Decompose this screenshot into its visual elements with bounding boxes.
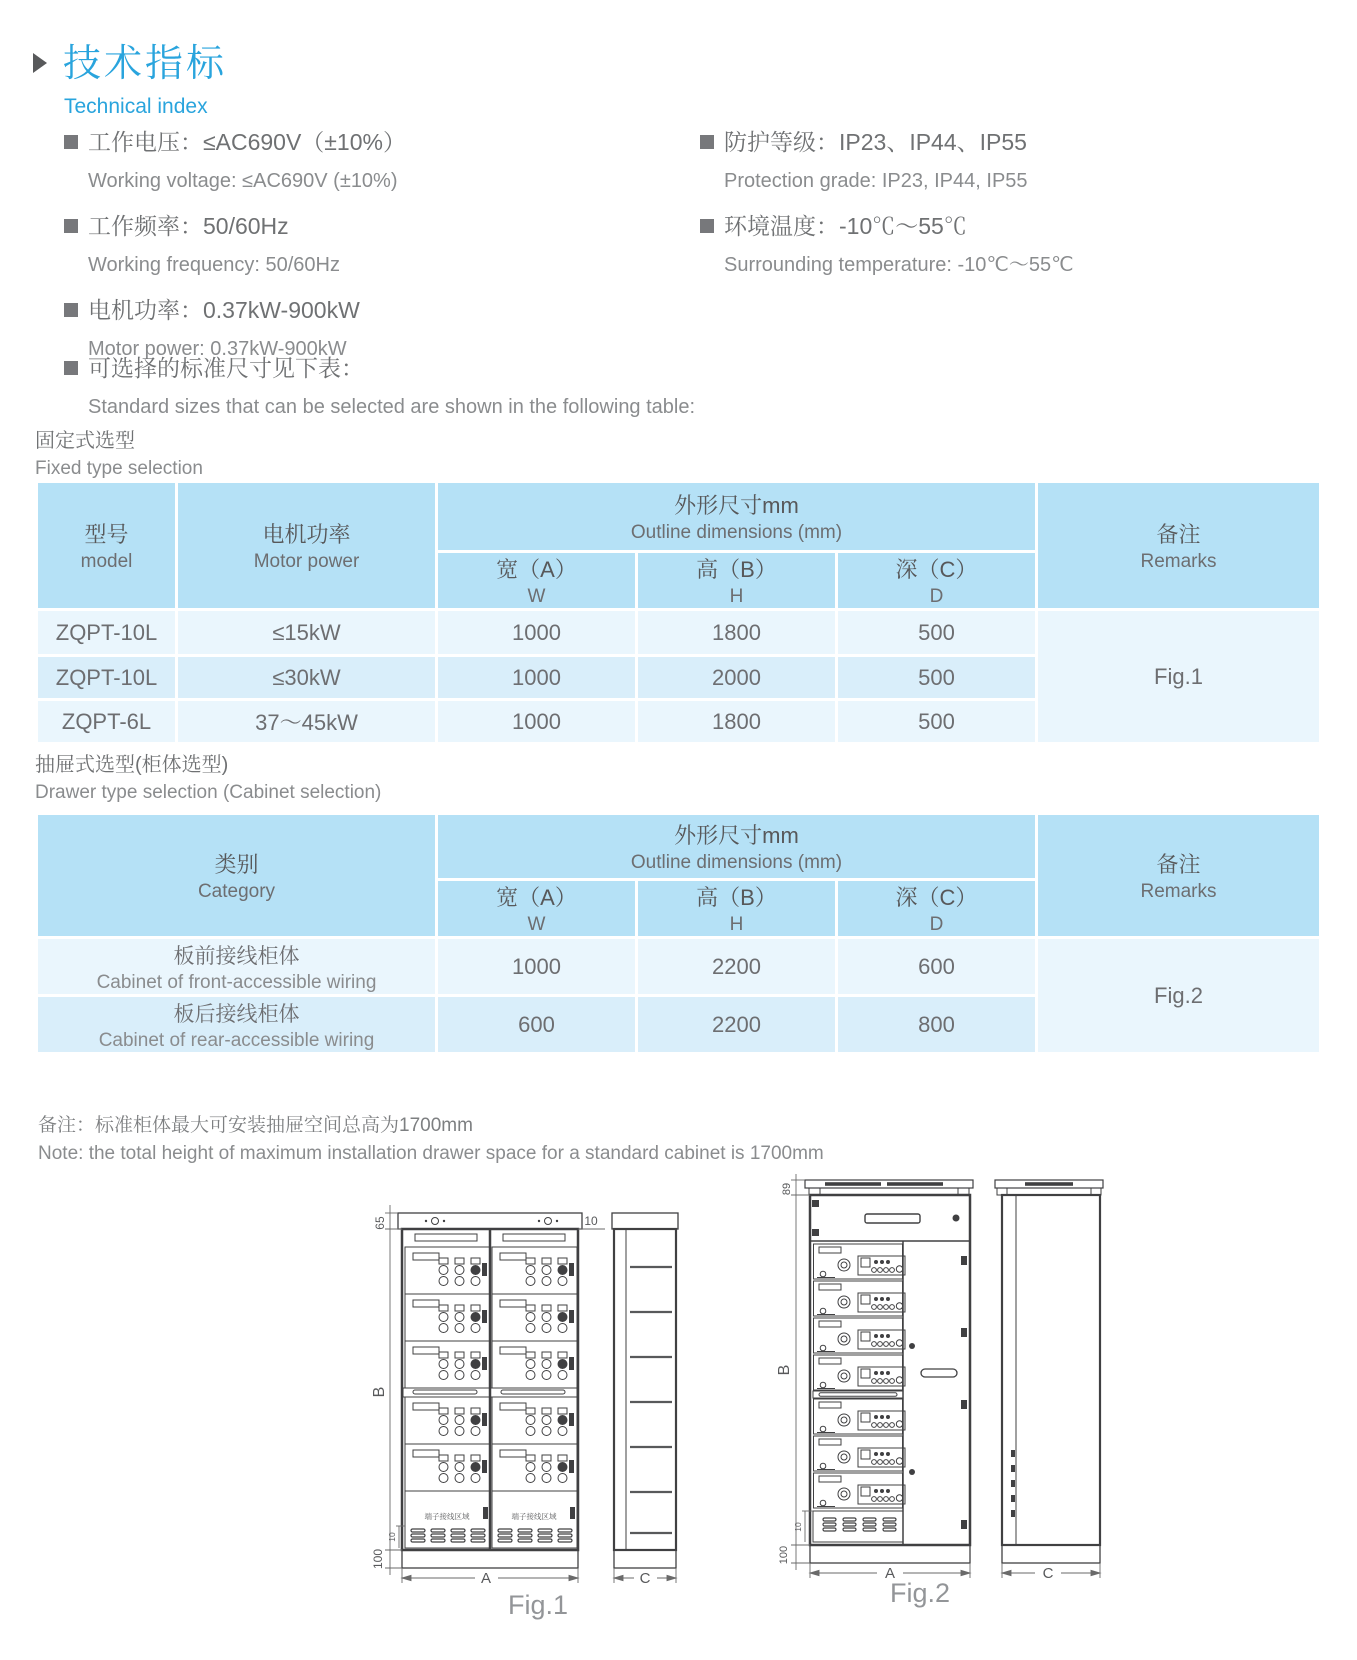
- cell-depth: 800: [837, 996, 1037, 1054]
- header-remarks: 备注 Remarks: [1037, 482, 1321, 610]
- intro-zh-text: 可选择的标准尺寸见下表：: [88, 355, 364, 381]
- cell-power: 37～45kW: [177, 700, 437, 744]
- fig1-dim-vent-height: 10: [387, 1532, 397, 1542]
- cell-model: ZQPT-10L: [37, 656, 177, 700]
- note-en: Note: the total height of maximum installation drawer space for a standard cabinet is 1700mm: [38, 1143, 824, 1164]
- cell-height: 2000: [637, 656, 837, 700]
- cell-model: ZQPT-6L: [37, 700, 177, 744]
- section-zh: 固定式选型: [35, 430, 135, 452]
- cell-depth: 500: [837, 700, 1037, 744]
- fig2-side-view: [995, 1180, 1103, 1563]
- spec-en-text: Motor power: 0.37kW-900kW: [88, 338, 347, 360]
- spec-working-voltage: [64, 126, 684, 195]
- cell-category: 板后接线柜体 Cabinet of rear-accessible wiring: [37, 996, 437, 1054]
- cell-width: 1000: [437, 610, 637, 656]
- bullet-square-icon: [64, 219, 78, 233]
- fig2-dim-depth: C: [1042, 1565, 1054, 1582]
- bullet-square-icon: [64, 135, 78, 149]
- fig1-terminal-compartment: [405, 1491, 490, 1548]
- spec-en-text: Working voltage: ≤AC690V (±10%): [88, 170, 398, 192]
- cell-depth: 600: [837, 938, 1037, 996]
- spec-en-text: Working frequency: 50/60Hz: [88, 254, 340, 276]
- header-motor-power: 电机功率 Motor power: [177, 482, 437, 610]
- table-row: [37, 610, 1321, 656]
- fig1-terminal-compartment: [492, 1491, 577, 1548]
- fig1-dim-cap-offset: 10: [584, 1214, 598, 1228]
- cell-remarks: Fig.1: [1037, 610, 1321, 744]
- fixed-type-table: [35, 480, 1322, 745]
- fig1-terminal-label: 端子接线区域: [424, 1512, 470, 1521]
- header-height: 高（B） H: [637, 880, 837, 938]
- header-category: 类别 Category: [37, 814, 437, 938]
- header-width: 宽（A） W: [437, 880, 637, 938]
- fig1-dim-width: A: [480, 1570, 492, 1585]
- specs-right-column: [700, 126, 1320, 294]
- section-en: Drawer type selection (Cabinet selection): [35, 782, 382, 803]
- header-depth: 深（C） D: [837, 552, 1037, 610]
- spec-zh-text: 环境温度：-10℃～55℃: [724, 213, 967, 239]
- spec-zh-text: 电机功率：0.37kW-900kW: [88, 297, 360, 323]
- cell-category: 板前接线柜体 Cabinet of front-accessible wiring: [37, 938, 437, 996]
- fig2-dim-width: A: [884, 1565, 896, 1582]
- intro-en-text: Standard sizes that can be selected are shown in the following table:: [88, 396, 696, 418]
- fig1-dim-base-height: 100: [371, 1548, 385, 1570]
- fig1-terminal-label: 端子接线区域: [511, 1512, 557, 1521]
- spec-protection-grade: [700, 126, 1320, 195]
- fig2-dim-base-height: 100: [778, 1545, 790, 1565]
- spec-zh-text: 工作频率：50/60Hz: [88, 213, 289, 239]
- fig2-dimensions: [791, 1174, 1100, 1578]
- fig2-caption: Fig.2: [889, 1578, 951, 1608]
- spec-working-frequency: [64, 210, 684, 279]
- drawer-type-table: [35, 812, 1322, 1055]
- cell-height: 1800: [637, 700, 837, 744]
- bullet-square-icon: [64, 303, 78, 317]
- cell-remarks: Fig.2: [1037, 938, 1321, 1054]
- cell-model: ZQPT-10L: [37, 610, 177, 656]
- note-zh: 备注：标准柜体最大可安装抽屉空间总高为1700mm: [38, 1115, 473, 1136]
- spec-en-text: Surrounding temperature: -10℃～55℃: [724, 254, 1074, 276]
- spec-en-text: Protection grade: IP23, IP44, IP55: [724, 170, 1028, 192]
- specs-left-column: [64, 126, 684, 378]
- cell-width: 1000: [437, 938, 637, 996]
- header-width: 宽（A） W: [437, 552, 637, 610]
- cell-depth: 500: [837, 656, 1037, 700]
- spec-surrounding-temperature: [700, 210, 1320, 279]
- cell-power: ≤30kW: [177, 656, 437, 700]
- fig2-dim-vent-height: 10: [793, 1522, 803, 1532]
- fig1-side-view: [612, 1213, 678, 1568]
- cell-width: 600: [437, 996, 637, 1054]
- page-title-zh: 技术指标: [63, 43, 228, 85]
- bullet-square-icon: [64, 361, 78, 375]
- header-outline-dimensions: 外形尺寸mm Outline dimensions (mm): [437, 482, 1037, 552]
- fig1-dim-height: B: [371, 1386, 388, 1398]
- cell-height: 2200: [637, 996, 837, 1054]
- fixed-type-section-label: [35, 424, 203, 480]
- drawer-type-section-label: [35, 748, 381, 804]
- header-depth: 深（C） D: [837, 880, 1037, 938]
- bullet-square-icon: [700, 219, 714, 233]
- header-remarks: 备注 Remarks: [1037, 814, 1321, 938]
- cell-power: ≤15kW: [177, 610, 437, 656]
- fig1-front-view: [398, 1213, 582, 1568]
- bullet-square-icon: [700, 135, 714, 149]
- cell-height: 1800: [637, 610, 837, 656]
- spec-zh-text: 工作电压：≤AC690V（±10%）: [88, 129, 406, 155]
- header-model: 型号 model: [37, 482, 177, 610]
- header-outline-dimensions: 外形尺寸mm Outline dimensions (mm): [437, 814, 1037, 880]
- fig2-front-view: [805, 1180, 973, 1563]
- section-en: Fixed type selection: [35, 458, 203, 479]
- section-zh: 抽屉式选型(柜体选型): [35, 754, 229, 776]
- fig1-drawing: [335, 1145, 685, 1585]
- cell-depth: 500: [837, 610, 1037, 656]
- cell-width: 1000: [437, 656, 637, 700]
- section-arrow-icon: [33, 53, 47, 73]
- fig2-dim-rail-height: 89: [781, 1182, 793, 1196]
- fig2-door: [909, 1256, 967, 1529]
- page-header: [33, 32, 227, 119]
- fig2-dim-height: B: [776, 1364, 793, 1376]
- header-height: 高（B） H: [637, 552, 837, 610]
- fig1-dim-cap-height: 65: [373, 1216, 387, 1230]
- cell-height: 2200: [637, 938, 837, 996]
- page-title-en: Technical index: [64, 95, 208, 118]
- fig1-caption: Fig.1: [507, 1590, 569, 1620]
- table-row: [37, 938, 1321, 996]
- fig1-dim-depth: C: [639, 1570, 651, 1585]
- spec-zh-text: 防护等级：IP23、IP44、IP55: [724, 129, 1027, 155]
- cell-width: 1000: [437, 700, 637, 744]
- fig2-drawing: [725, 1130, 1120, 1585]
